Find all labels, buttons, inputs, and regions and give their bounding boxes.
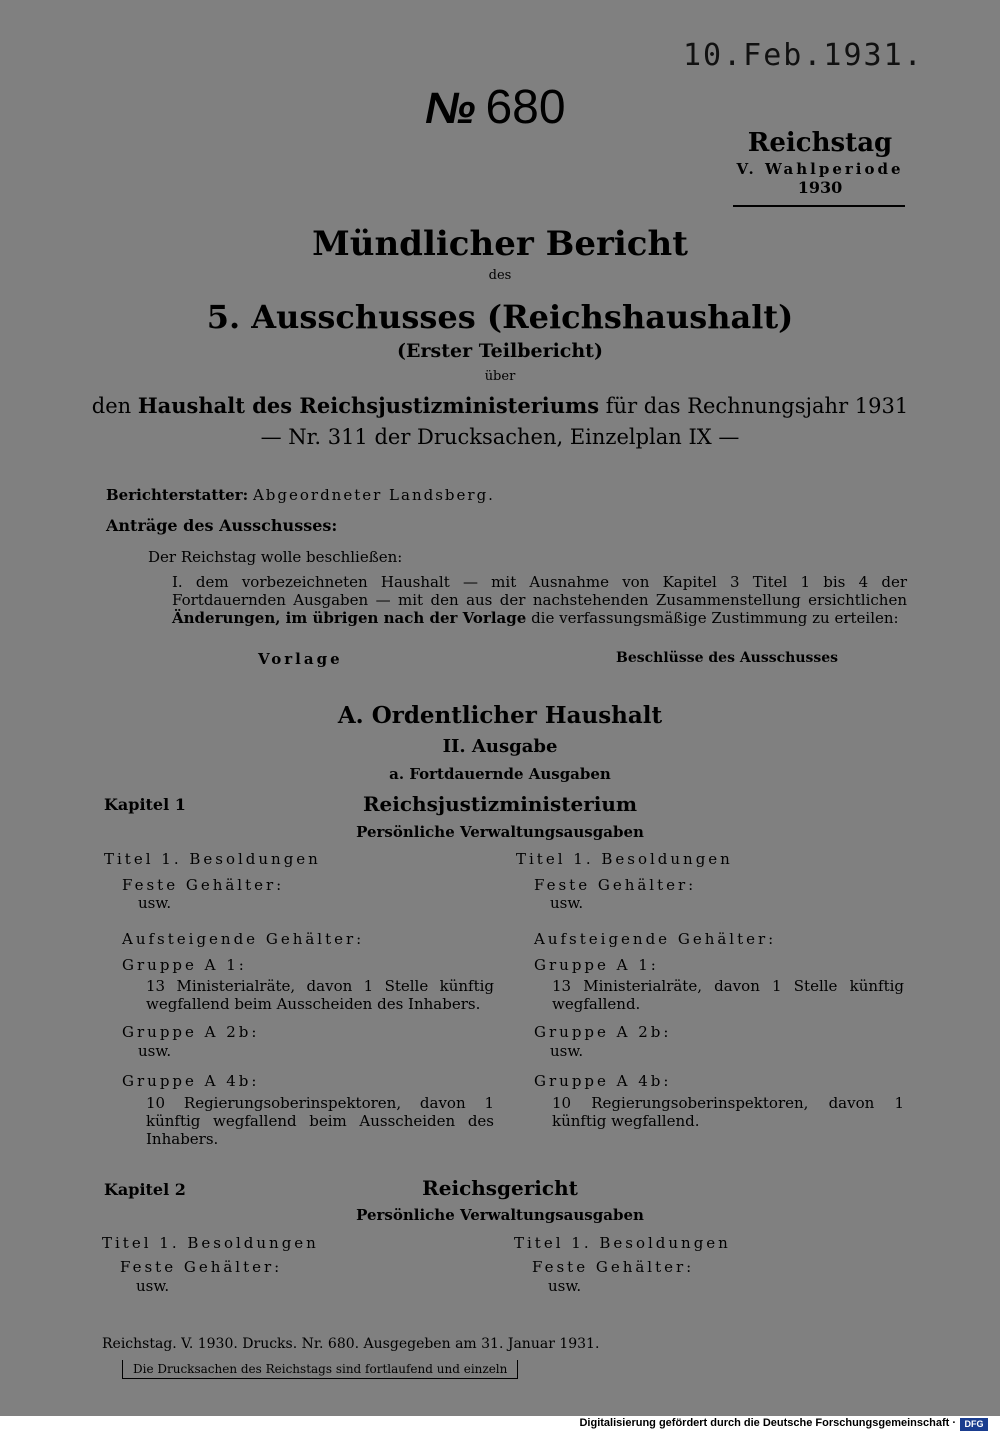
dfg-credit: Digitalisierung gefördert durch die Deutsche Forschungsgemeinschaft · [579,1417,956,1429]
k1-right-gruppe-a2b: Gruppe A 2b: [534,1023,672,1041]
subject-bold: Haushalt des Reichsjustizministeriums [137,393,600,418]
kapitel-1-subtitle: Persönliche Verwaltungsausgaben [356,823,644,841]
motion-item-1-text: I. dem vorbezeichneten Haushalt — mit Ausnahme von Kapitel 3 Titel 1 bis 4 der Fortdauernden Ausgaben — mit den aus der nachstehenden Zusammenstellung ersichtlichen [172,573,907,609]
resolve-line: Der Reichstag wolle beschließen: [148,548,403,566]
k2-right-titel: Titel 1. Besoldungen [514,1234,731,1252]
title-des: des [488,268,512,283]
k1-left-gruppe-a4b: Gruppe A 4b: [122,1072,260,1090]
section-a-sub-heading: a. Fortdauernde Ausgaben [389,765,611,783]
rapporteur-line [106,486,495,504]
kapitel-2-subtitle: Persönliche Verwaltungsausgaben [356,1206,644,1224]
k1-left-a1-text: 13 Ministerialräte, davon 1 Stelle künftig wegfallend beim Ausscheiden des Inhabers. [146,977,494,1013]
reichstag-block [730,128,910,197]
report-subject [0,393,1000,418]
subject-post: für das Rechnungsjahr 1931 [605,394,909,418]
section-ii-heading: II. Ausgabe [442,736,558,757]
k1-right-aufsteigende: Aufsteigende Gehälter: [534,930,777,948]
footer-notice-box: Die Drucksachen des Reichstags sind fortlaufend und einzeln [122,1360,518,1379]
k1-left-gruppe-a1: Gruppe A 1: [122,956,247,974]
wahlperiode-label: V. Wahlperiode [736,160,904,178]
committee-title: 5. Ausschusses (Reichshaushalt) [206,298,794,336]
rapporteur-name: Abgeordneter Landsberg. [252,486,495,504]
k1-right-gruppe-a1: Gruppe A 1: [534,956,659,974]
kapitel-1-label: Kapitel 1 [104,795,186,814]
wahlperiode-year: 1930 [797,178,843,197]
reichstag-label: Reichstag [747,128,893,158]
number-value: 680 [485,81,566,134]
k1-left-titel: Titel 1. Besoldungen [104,850,321,868]
k1-left-aufsteigende: Aufsteigende Gehälter: [122,930,365,948]
kapitel-2-label: Kapitel 2 [104,1180,186,1199]
motions-heading: Anträge des Ausschusses: [106,516,338,535]
k1-right-usw2: usw. [550,1042,584,1060]
rapporteur-label: Berichterstatter: [106,486,249,504]
k1-left-a4b-text: 10 Regierungsoberinspektoren, davon 1 künftig wegfallend beim Ausscheiden des Inhabers. [146,1094,494,1148]
k1-right-usw1: usw. [550,894,584,912]
k1-right-a4b-text: 10 Regierungsoberinspektoren, davon 1 künftig wegfallend. [552,1094,904,1130]
k1-left-usw2: usw. [138,1042,172,1060]
k2-left-titel: Titel 1. Besoldungen [102,1234,319,1252]
k2-right-feste: Feste Gehälter: [532,1258,695,1276]
motion-item-1-bold: Änderungen, im übrigen nach der Vorlage [172,609,527,627]
dfg-logo-icon: DFG [960,1418,988,1431]
column-head-beschluesse: Beschlüsse des Ausschusses [616,650,839,666]
reference-line: — Nr. 311 der Drucksachen, Einzelplan IX — [260,425,740,449]
k1-left-feste: Feste Gehälter: [122,876,285,894]
k2-right-usw: usw. [548,1277,582,1295]
print-footer: Reichstag. V. 1930. Drucks. Nr. 680. Ausgegeben am 31. Januar 1931. [102,1336,600,1352]
section-a-heading: A. Ordentlicher Haushalt [337,702,663,729]
column-head-vorlage: Vorlage [258,650,343,668]
k1-left-gruppe-a2b: Gruppe A 2b: [122,1023,260,1041]
motion-item-1 [172,573,907,627]
document-number [425,80,566,135]
k1-right-feste: Feste Gehälter: [534,876,697,894]
k1-right-a1-text: 13 Ministerialräte, davon 1 Stelle künftig wegfallend. [552,977,904,1013]
kapitel-1-title: Reichsjustizministerium [362,792,638,816]
k1-left-usw1: usw. [138,894,172,912]
k2-left-feste: Feste Gehälter: [120,1258,283,1276]
date-stamp: 10.Feb.1931. [683,38,924,73]
part-label: (Erster Teilbericht) [397,340,603,362]
k2-left-usw: usw. [136,1277,170,1295]
title-ueber: über [484,369,516,384]
k1-right-gruppe-a4b: Gruppe A 4b: [534,1072,672,1090]
report-title: Mündlicher Bericht [312,224,688,264]
kapitel-2-title: Reichsgericht [422,1176,578,1200]
motion-item-1-end: die verfassungsmäßige Zustimmung zu erteilen: [531,609,899,627]
subject-pre: den [91,394,132,418]
number-symbol: № [425,84,476,133]
k1-right-titel: Titel 1. Besoldungen [516,850,733,868]
reichstag-rule [733,205,905,207]
